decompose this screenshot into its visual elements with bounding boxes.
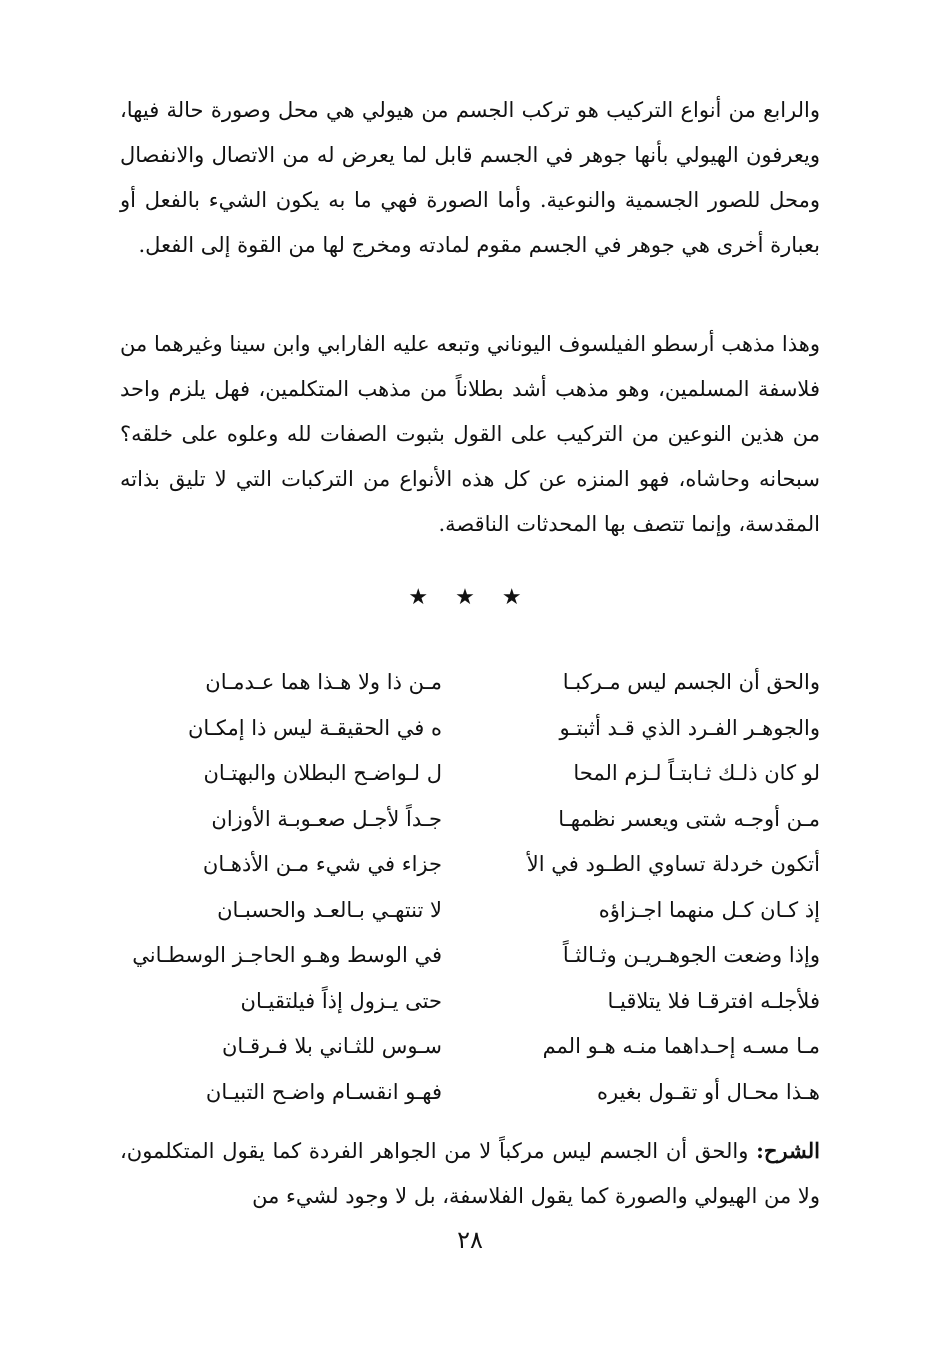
sharh-paragraph [120,1128,820,1219]
paragraph-aristotle-doctrine: وهذا مذهب أرسطو الفيلسوف اليوناني وتبعه عليه الفارابي وابن سينا وغيرهما من فلاسفة المسلمين، وهو مذهب أشد بطلاناً من مذهب المتكلمين، فهل يلزم واحد من هذين النوعين من التركيب على القول بثبوت الصفات لله وعلوه على خلقه؟ سبحانه وحاشاه، فهو المنزه عن كل هذه الأنواع من التركبات التي لا تليق بذاته المقدسة، وإنما تتصف بها المحدثات الناقصة. [120,332,820,536]
poem-verse [120,979,820,1025]
verse-first-hemistich: والجوهـر الفـرد الذي قـد أثبتـو [559,715,820,740]
verse-first-hemistich: فلأجلـه افترقـا فلا يتلاقيـا [607,988,820,1013]
verse-first-hemistich: مـا مسـه إحـداهما منـه هـو المم [542,1034,820,1058]
verse-second-hemistich: مـن ذا ولا هـذا هما عـدمـان [205,670,442,694]
verse-second-hemistich: سـوس للثـاني بلا فـرقـان [221,1034,442,1058]
verse-second-hemistich: جزاء في شيء مـن الأذهـان [202,852,442,876]
page-number: ٢٨ [457,1226,483,1254]
verse-first-hemistich: مـن أوجـه شتى ويعسر نظمهـا [558,806,820,831]
verse-second-hemistich: لا تنتهـي بـالعـد والحسبـان [217,897,442,922]
poem-verse [120,1070,820,1116]
verse-second-hemistich: حتى يـزول إذاً فيلتقيـان [240,988,442,1013]
sharh-label: الشرح: [756,1138,820,1163]
verse-first-hemistich: إذ كـان كـل منهما اجـزاؤه [598,897,820,922]
verse-second-hemistich: في الوسط وهـو الحاجـز الوسطـاني [132,943,442,967]
paragraph-hyle-form: والرابع من أنواع التركيب هو تركب الجسم من هيولي هي محل وصورة حالة فيها، ويعرفون الهيولي بأنها جوهر في الجسم قابل لما يعرض له من الاتصال والانفصال ومحل للصور الجسمية والنوعية. وأما الصورة فهي ما به يكون الشيء بالفعل أو بعبارة أخرى هي جوهر في الجسم مقوم لمادته ومخرج لها من القوة إلى الفعل. [120,98,820,257]
verse-second-hemistich: جـداً لأجـل صعـوبـة الأوزان [211,806,442,831]
poem-verse [120,933,820,979]
section-separator-stars: ★ ★ ★ [408,585,532,610]
verse-first-hemistich: وإذا وضعت الجوهـريـن وثـالثـاً [562,943,820,967]
poem-verse [120,797,820,843]
verse-first-hemistich: أتكون خردلة تساوي الطـود في الأ [526,852,820,876]
poem-verse [120,842,820,888]
verse-second-hemistich: ل لـواضـح البطلان والبهتـان [203,761,442,785]
poem-verse [120,888,820,934]
verse-second-hemistich: ه في الحقيقـة ليس ذا إمكـان [187,715,442,740]
poem-verse [120,751,820,797]
verse-first-hemistich: هـذا محـال أو تقـول بغيره [596,1079,820,1104]
verse-second-hemistich: فهـو انقسـام واضـح التبيـان [205,1079,442,1104]
verse-first-hemistich: والحق أن الجسم ليس مـركبـا [562,670,820,694]
poem-verse [120,706,820,752]
poem-verse [120,660,820,706]
verse-first-hemistich: لو كان ذلـك ثـابتـاً لـزم المحا [573,761,820,785]
poem-verse [120,1024,820,1070]
poem-block [120,660,820,1115]
sharh-text: والحق أن الجسم ليس مركباً لا من الجواهر الفردة كما يقول المتكلمون، ولا من الهيولي والصورة كما يقول الفلاسفة، بل لا وجود لشيء من [120,1139,820,1208]
